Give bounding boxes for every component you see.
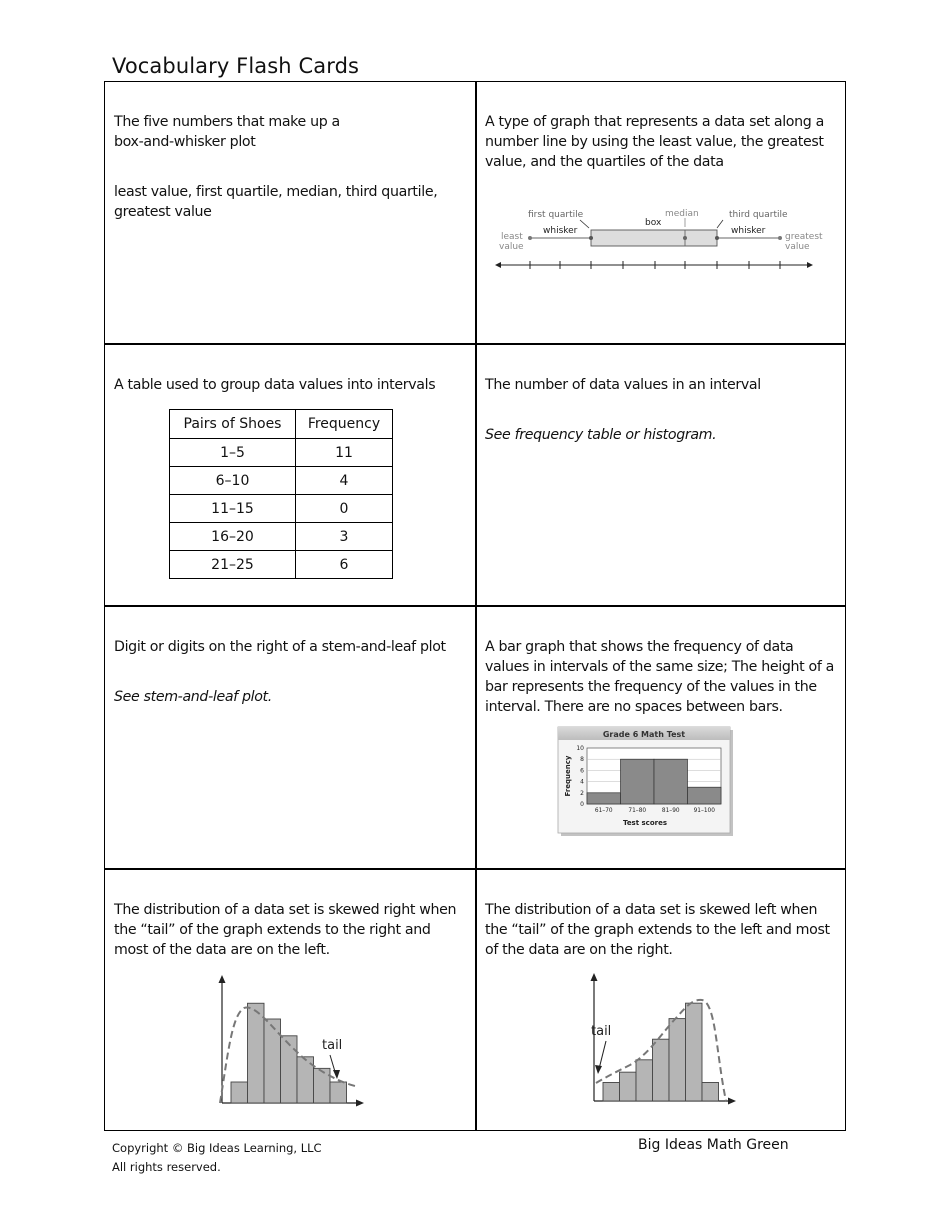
chart-xlabel: Test scores (622, 819, 668, 827)
table-header: Frequency (296, 410, 393, 439)
table-cell: 3 (296, 523, 393, 551)
rights-text: All rights reserved. (112, 1160, 221, 1174)
y-tick-label: 8 (580, 756, 584, 764)
card-box-whisker (476, 82, 846, 344)
y-tick-label: 0 (580, 801, 584, 808)
tail-arrow-icon (595, 1065, 602, 1074)
card-definition: A table used to group data values into intervals (114, 377, 436, 393)
box-rect (591, 230, 717, 246)
distribution-bar (603, 1082, 620, 1101)
label-least-value: value (499, 242, 524, 252)
table-cell: 11 (296, 439, 393, 467)
histogram-chart (557, 726, 737, 838)
distribution-bar (636, 1060, 653, 1101)
skewed-left-bars (603, 1003, 719, 1101)
distribution-bar (653, 1039, 670, 1101)
table-cell: 11–15 (170, 495, 296, 523)
y-tick-label: 10 (576, 745, 584, 752)
chart-title: Grade 6 Math Test (602, 730, 686, 739)
table-row (170, 495, 393, 523)
card-skewed-left (476, 870, 846, 1132)
y-tick-label: 4 (580, 778, 584, 786)
y-tick-label: 6 (580, 767, 584, 775)
distribution-bar (248, 1003, 265, 1103)
label-whisker-left: whisker (543, 226, 578, 236)
label-greatest-value: value (785, 242, 810, 252)
distribution-bar (686, 1003, 703, 1101)
distribution-bar (231, 1082, 248, 1103)
flash-card-grid (104, 81, 846, 1131)
card-frequency-table (105, 345, 475, 607)
histogram-bar (654, 759, 688, 804)
footer-brand: Big Ideas Math Green (638, 1137, 789, 1153)
card-definition: Digit or digits on the right of a stem-and-leaf plot (114, 639, 446, 655)
skewed-right-graph (206, 973, 366, 1113)
table-cell: 6–10 (170, 467, 296, 495)
card-definition: The distribution of a data set is skewed left when the “tail” of the graph extends to the left and most of the data are on the right. (485, 902, 830, 958)
box-whisker-diagram (485, 202, 825, 282)
skewed-right-bars (231, 1003, 347, 1103)
table-cell: 4 (296, 467, 393, 495)
distribution-bar (281, 1036, 298, 1103)
y-tick-label: 2 (580, 789, 584, 797)
x-tick-label: 71–80 (628, 808, 647, 814)
label-least: least (501, 232, 523, 242)
label-median: median (665, 209, 699, 219)
label-third-quartile: third quartile (729, 210, 788, 220)
x-tick-label: 91–100 (693, 808, 715, 814)
table-cell: 1–5 (170, 439, 296, 467)
distribution-bar (620, 1072, 637, 1101)
card-prompt-line2: box-and-whisker plot (114, 134, 256, 150)
histogram-bar (587, 793, 621, 804)
label-first-quartile: first quartile (528, 210, 584, 220)
table-row (170, 467, 393, 495)
table-cell: 16–20 (170, 523, 296, 551)
label-greatest: greatest (785, 232, 823, 242)
table-header: Pairs of Shoes (170, 410, 296, 439)
skewed-left-graph (578, 973, 738, 1113)
distribution-bar (314, 1068, 331, 1103)
page-title: Vocabulary Flash Cards (112, 54, 360, 78)
card-definition: The number of data values in an interval (485, 377, 761, 393)
x-tick-label: 61–70 (594, 808, 613, 814)
tail-label: tail (322, 1038, 343, 1053)
card-definition: A bar graph that shows the frequency of data values in intervals of the same size; The height of a bar represents the frequency of the values in the interval. There are no spaces between bars. (485, 639, 834, 715)
card-histogram (476, 607, 846, 869)
x-tick-label: 81–90 (661, 808, 680, 814)
label-whisker-right: whisker (731, 226, 766, 236)
chart-ylabel: Frequency (564, 755, 572, 797)
table-row (170, 551, 393, 579)
card-prompt-line1: The five numbers that make up a (114, 114, 340, 130)
card-definition: The distribution of a data set is skewed right when the “tail” of the graph extends to the right and most of the data are on the left. (114, 902, 457, 958)
card-see-also: See stem-and-leaf plot. (114, 689, 272, 705)
tail-label: tail (591, 1024, 612, 1039)
card-leaf (105, 607, 475, 869)
distribution-bar (702, 1082, 719, 1101)
table-row (170, 523, 393, 551)
card-frequency (476, 345, 846, 607)
distribution-bar (669, 1019, 686, 1101)
label-box: box (645, 218, 662, 228)
histogram-bar (621, 759, 655, 804)
table-cell: 21–25 (170, 551, 296, 579)
card-five-numbers (105, 82, 475, 344)
frequency-table (169, 409, 393, 579)
card-answer: least value, first quartile, median, third quartile, greatest value (114, 184, 438, 220)
copyright-text: Copyright © Big Ideas Learning, LLC (112, 1141, 322, 1155)
distribution-bar (330, 1082, 347, 1103)
footer-copyright (112, 1139, 322, 1177)
distribution-bar (264, 1019, 281, 1103)
card-see-also: See frequency table or histogram. (485, 427, 717, 443)
card-skewed-right (105, 870, 475, 1132)
histogram-bar (688, 787, 722, 804)
card-definition: A type of graph that represents a data set along a number line by using the least value, the greatest value, and the quartiles of the data (485, 114, 824, 170)
table-row (170, 439, 393, 467)
table-cell: 6 (296, 551, 393, 579)
table-cell: 0 (296, 495, 393, 523)
